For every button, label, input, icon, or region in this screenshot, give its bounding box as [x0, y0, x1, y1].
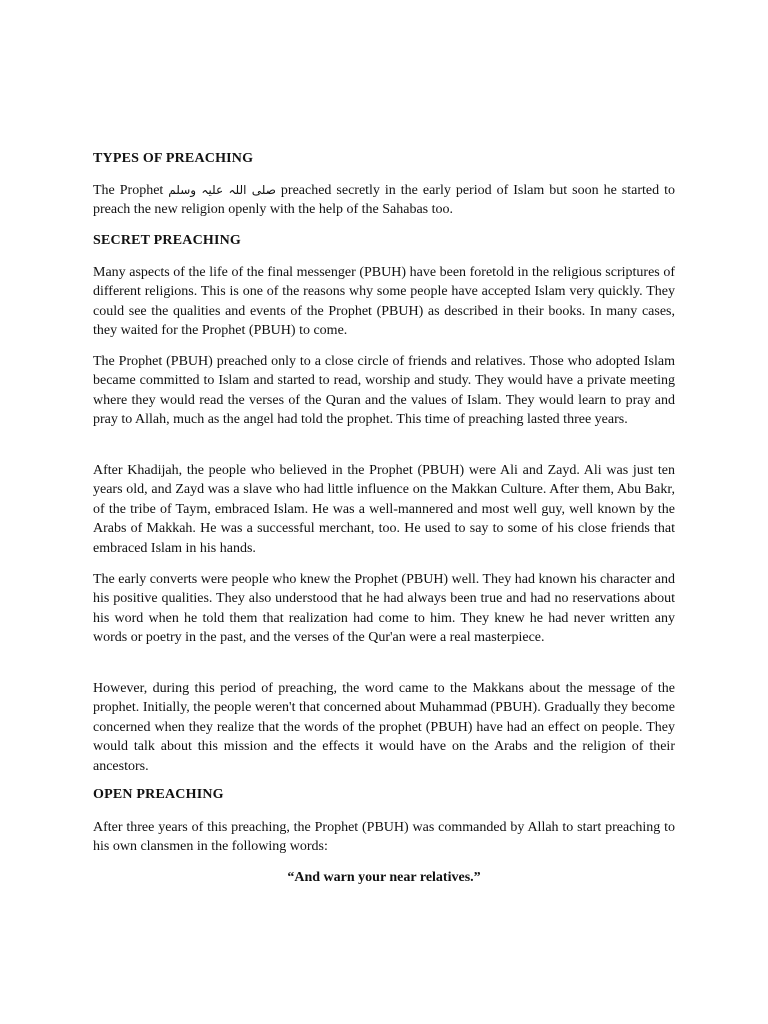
paragraph: The Prophet (PBUH) preached only to a close circle of friends and relatives. Those who adopted Islam became committed to Islam and started to read, worship and study. They would have a private meeting where they would read the verses of the Quran and the values of Islam. They would learn to pray and pray to Allah, much as the angel had told the prophet. This time of preaching lasted three years.	[93, 354, 675, 428]
heading-open-preaching: OPEN PREACHING	[93, 787, 224, 802]
arabic-honorific: صلی اللہ علیہ وسلم	[168, 183, 276, 197]
heading-secret-preaching: SECRET PREACHING	[93, 233, 242, 248]
paragraph: Many aspects of the life of the final messenger (PBUH) have been foretold in the religious scriptures of different religions. This is one of the reasons why some people have accepted Islam very quickly. They could see the qualities and events of the Prophet (PBUH) as described in their books. In many cases, they waited for the Prophet (PBUH) to come.	[93, 265, 675, 339]
paragraph-intro	[93, 181, 675, 220]
paragraph: The early converts were people who knew the Prophet (PBUH) well. They had known his character and his positive qualities. They also understood that he had always been true and had no reservations about his word when he told them that realization had come to him. They knew he had never written any words or poetry in the past, and the verses of the Qur'an were a real masterpiece.	[93, 572, 675, 646]
intro-text-after: preached secretly in the early period of Islam but soon he started to preach the new religion openly with the help of the Sahabas too.	[93, 183, 675, 218]
paragraph: After Khadijah, the people who believed in the Prophet (PBUH) were Ali and Zayd. Ali was just ten years old, and Zayd was a slave who had little influence on the Makkan Culture. After them, Abu Bakr, of the tribe of Taym, embraced Islam. He was a well-mannered and most well guy, well known by the Arabs of Makkah. He was a successful merchant, too. He used to say to some of his close friends that embraced Islam in his hands.	[93, 463, 675, 556]
heading-types-of-preaching: TYPES OF PREACHING	[93, 151, 254, 166]
paragraph: After three years of this preaching, the Prophet (PBUH) was commanded by Allah to start preaching to his own clansmen in the following words:	[93, 820, 675, 855]
quote: “And warn your near relatives.”	[287, 870, 481, 885]
paragraph: However, during this period of preaching, the word came to the Makkans about the message of the prophet. Initially, the people weren't that concerned about Muhammad (PBUH). Gradually they become concerned when they realize that the words of the prophet (PBUH) have had an effect on people. They would talk about this mission and the effects it would have on the Arabs and the religion of their ancestors.	[93, 681, 675, 774]
intro-text-before: The Prophet	[93, 183, 169, 198]
